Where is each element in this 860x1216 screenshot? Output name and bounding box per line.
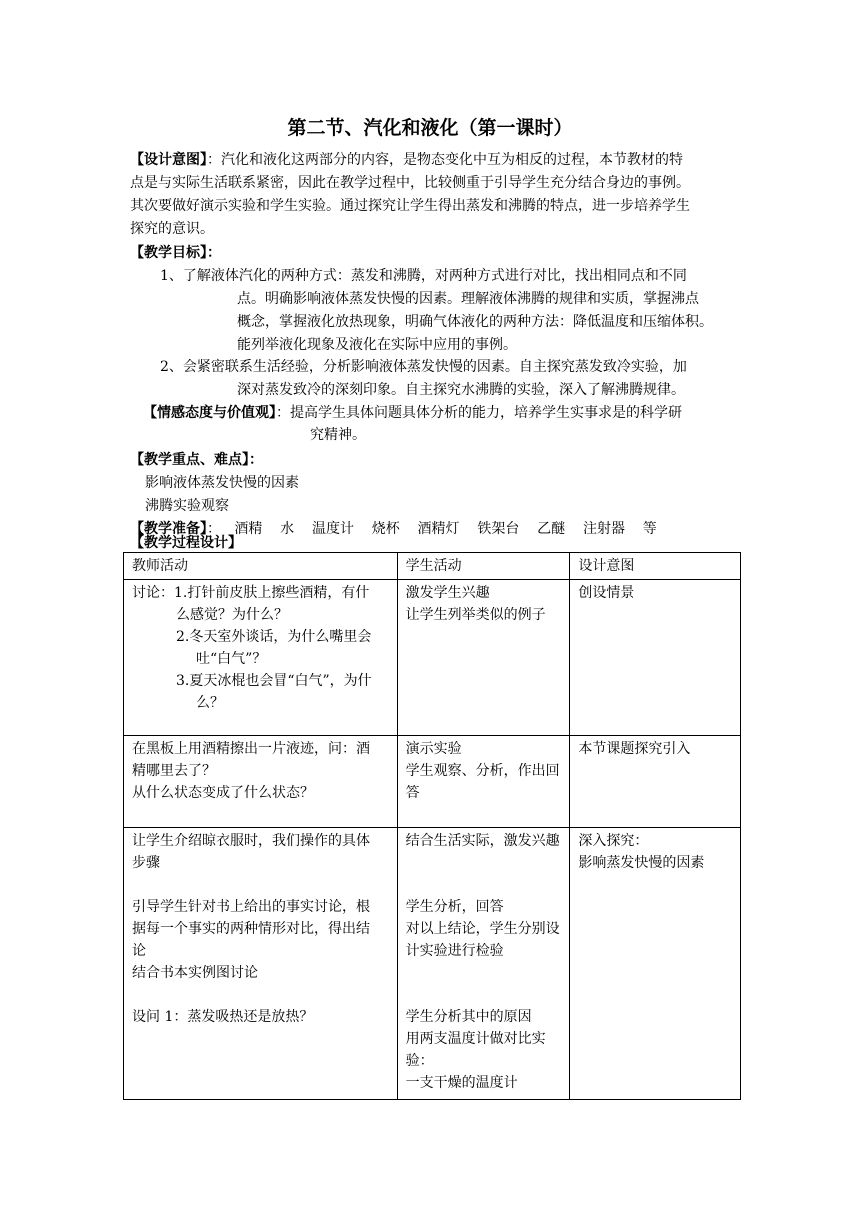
- process-table: [123, 552, 741, 1100]
- key-point-item: 沸腾实验观察: [145, 498, 229, 514]
- design-intent-line: 点是与实际生活联系紧密，因此在教学过程中，比较侧重于引导学生充分结合身边的事例。: [130, 175, 690, 191]
- goal-item-2-cont: 深对蒸发致冷的深刻印象。自主探究水沸腾的实验，深入了解沸腾规律。: [237, 382, 685, 398]
- page-title: 第二节、汽化和液化（第一课时）: [287, 117, 573, 139]
- goal-item-1-cont: 能列举液化现象及液化在实际中应用的事例。: [237, 337, 517, 353]
- attitude-label: 【情感态度与价值观】: [143, 405, 276, 421]
- attitude-line: 【情感态度与价值观】：提高学生具体问题具体分析的能力，培养学生实事求是的科学研: [143, 405, 682, 421]
- materials-label: 【教学准备】: [130, 521, 207, 537]
- goal-item-1-cont: 概念，掌握液化放热现象，明确气体液化的两种方法：降低温度和压缩体积。: [237, 314, 713, 330]
- design-intent-line: 【设计意图】：汽化和液化这两部分的内容，是物态变化中互为相反的过程，本节教材的特: [130, 152, 683, 168]
- goal-item-1: 1、了解液体汽化的两种方式：蒸发和沸腾，对两种方式进行对比，找出相同点和不同: [160, 268, 687, 284]
- student-cell: 结合生活实际，激发兴趣 学生分析，回答 对以上结论，学生分别设 计实验进行检验 学生分析其中的原因 用两支温度计做对比实 验： 一支干燥的温度计: [397, 828, 570, 1100]
- table-header-row: [124, 553, 741, 580]
- table-row: [124, 828, 741, 1100]
- design-intent-line: 探究的意识。: [130, 221, 214, 237]
- intent-cell: 创设情景: [570, 580, 741, 736]
- goal-item-1-cont: 点。明确影响液体蒸发快慢的因素。理解液体沸腾的规律和实质，掌握沸点: [237, 291, 699, 307]
- process-heading: 【教学过程设计】: [130, 535, 242, 551]
- key-points-heading: 【教学重点、难点】：: [130, 452, 263, 468]
- goals-heading: 【教学目标】：: [130, 245, 221, 261]
- design-intent-line: 其次要做好演示实验和学生实验。通过探究让学生得出蒸发和沸腾的特点，进一步培养学生: [130, 198, 690, 214]
- table-row: [124, 580, 741, 736]
- materials-line: 【教学准备】： 酒精 水 温度计 烧杯 酒精灯 铁架台 乙醚 注射器 等: [130, 521, 657, 537]
- student-cell: 激发学生兴趣 让学生列举类似的例子: [397, 580, 570, 736]
- table-header-cell: 设计意图: [570, 553, 741, 580]
- goal-item-2: 2、会紧密联系生活经验，分析影响液体蒸发快慢的因素。自主探究蒸发致冷实验，加: [160, 359, 687, 375]
- teacher-cell: 讨论：1.打针前皮肤上擦些酒精，有什 么感觉？为什么？ 2.冬天室外谈话，为什么嘴里会 吐“白气”？ 3.夏天冰棍也会冒“白气”，为什 么？: [124, 580, 398, 736]
- intent-cell: 深入探究： 影响蒸发快慢的因素: [570, 828, 741, 1100]
- table-header-cell: 学生活动: [397, 553, 570, 580]
- student-cell: 演示实验 学生观察、分析，作出回 答: [397, 736, 570, 828]
- teacher-cell: 在黑板上用酒精擦出一片液迹，问：酒 精哪里去了？ 从什么状态变成了什么状态？: [124, 736, 398, 828]
- table-row: [124, 736, 741, 828]
- key-point-item: 影响液体蒸发快慢的因素: [145, 475, 299, 491]
- design-intent-label: 【设计意图】: [130, 152, 207, 168]
- table-header-cell: 教师活动: [124, 553, 398, 580]
- teacher-cell: 让学生介绍晾衣服时，我们操作的具体 步骤 引导学生针对书上给出的事实讨论，根 据每一个事实的两种情形对比，得出结 论 结合书本实例图讨论 设问 1：蒸发吸热还是放热？: [124, 828, 398, 1100]
- intent-cell: 本节课题探究引入: [570, 736, 741, 828]
- attitude-line: 究精神。: [310, 427, 366, 443]
